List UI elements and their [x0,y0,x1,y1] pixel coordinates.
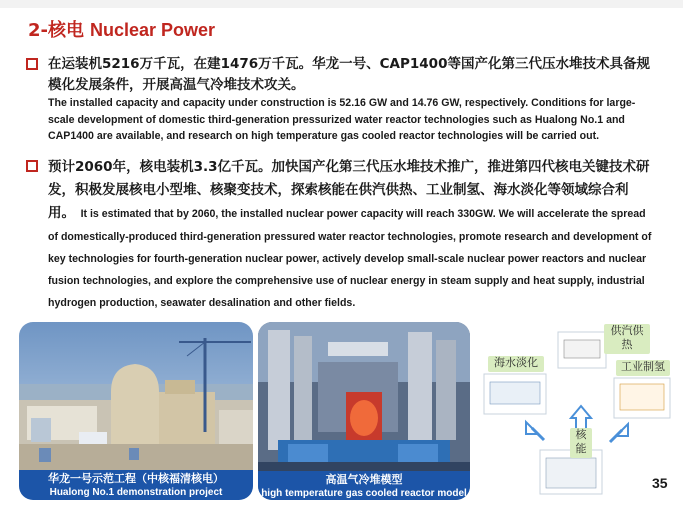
bullet-zh: 预计2060年，核电装机3.3亿千瓦。加快国产化第三代压水堆技术推广，推进第四代核电关键技术研发，积极发展核电小型堆、核聚变技术，探索核能在供汽供热、工业制氢、海水淡化等领域综合利用。 [48,159,650,221]
caption-en: Hualong No.1 demonstration project [49,487,223,498]
page-number: 35 [652,475,668,491]
caption-zh: 高温气冷堆模型 [325,473,403,486]
htgr-caption [258,471,470,500]
htgr-model-photo [258,322,470,500]
bullet-2060-forecast [26,155,654,312]
bullet-square-icon [26,58,38,70]
caption-zh: 华龙一号示范工程（中核福清核电） [48,472,224,485]
nuclear-energy-label: 核 能 [570,428,592,458]
bullet-en: It is estimated that by 2060, the installed nuclear power capacity will reach 330GW. We will accelerate the spread of domestically-produced third-generation pressured water reactor technologies, promote research and development of key technologies for fourth-generation nuclear power, actively develop small-scale nuclear power reactors and nuclear fusion technologies, and explore the comprehensive use of nuclear energy in steam supply and heat supply, industrial hydrogen production, seawater desalination and other fields. [48,208,652,309]
desalination-label: 海水淡化 [488,356,544,372]
title-english: Nuclear Power [90,20,216,40]
title-number: 2-核电 [28,20,84,41]
nuclear-applications-diagram [474,318,674,498]
hydrogen-label: 工业制氢 [616,360,670,376]
bullet-installed-capacity [26,53,654,145]
hualong-photo [19,322,253,500]
caption-en: high temperature gas cooled reactor model [261,488,467,499]
top-bar [0,0,683,8]
hualong-caption [19,470,253,500]
bullet-square-icon [26,160,38,172]
bullet-zh: 在运装机5216万千瓦，在建1476万千瓦。华龙一号、CAP1400等国产化第三代压水堆技术具备规模化发展条件，开展高温气冷堆技术攻关。 [48,56,650,93]
slide-title [28,16,215,42]
bullet-en: The installed capacity and capacity under construction is 52.16 GW and 14.76 GW, respectively. Conditions for large-scale development of domestic third-generation pressurized water reactor technologies such as Hualong No.1 and CAP1400 are available, and research on high temperature gas cooled reactor technologies will be carried out. [48,97,636,142]
heat-supply-label: 供汽供 热 [604,324,650,354]
